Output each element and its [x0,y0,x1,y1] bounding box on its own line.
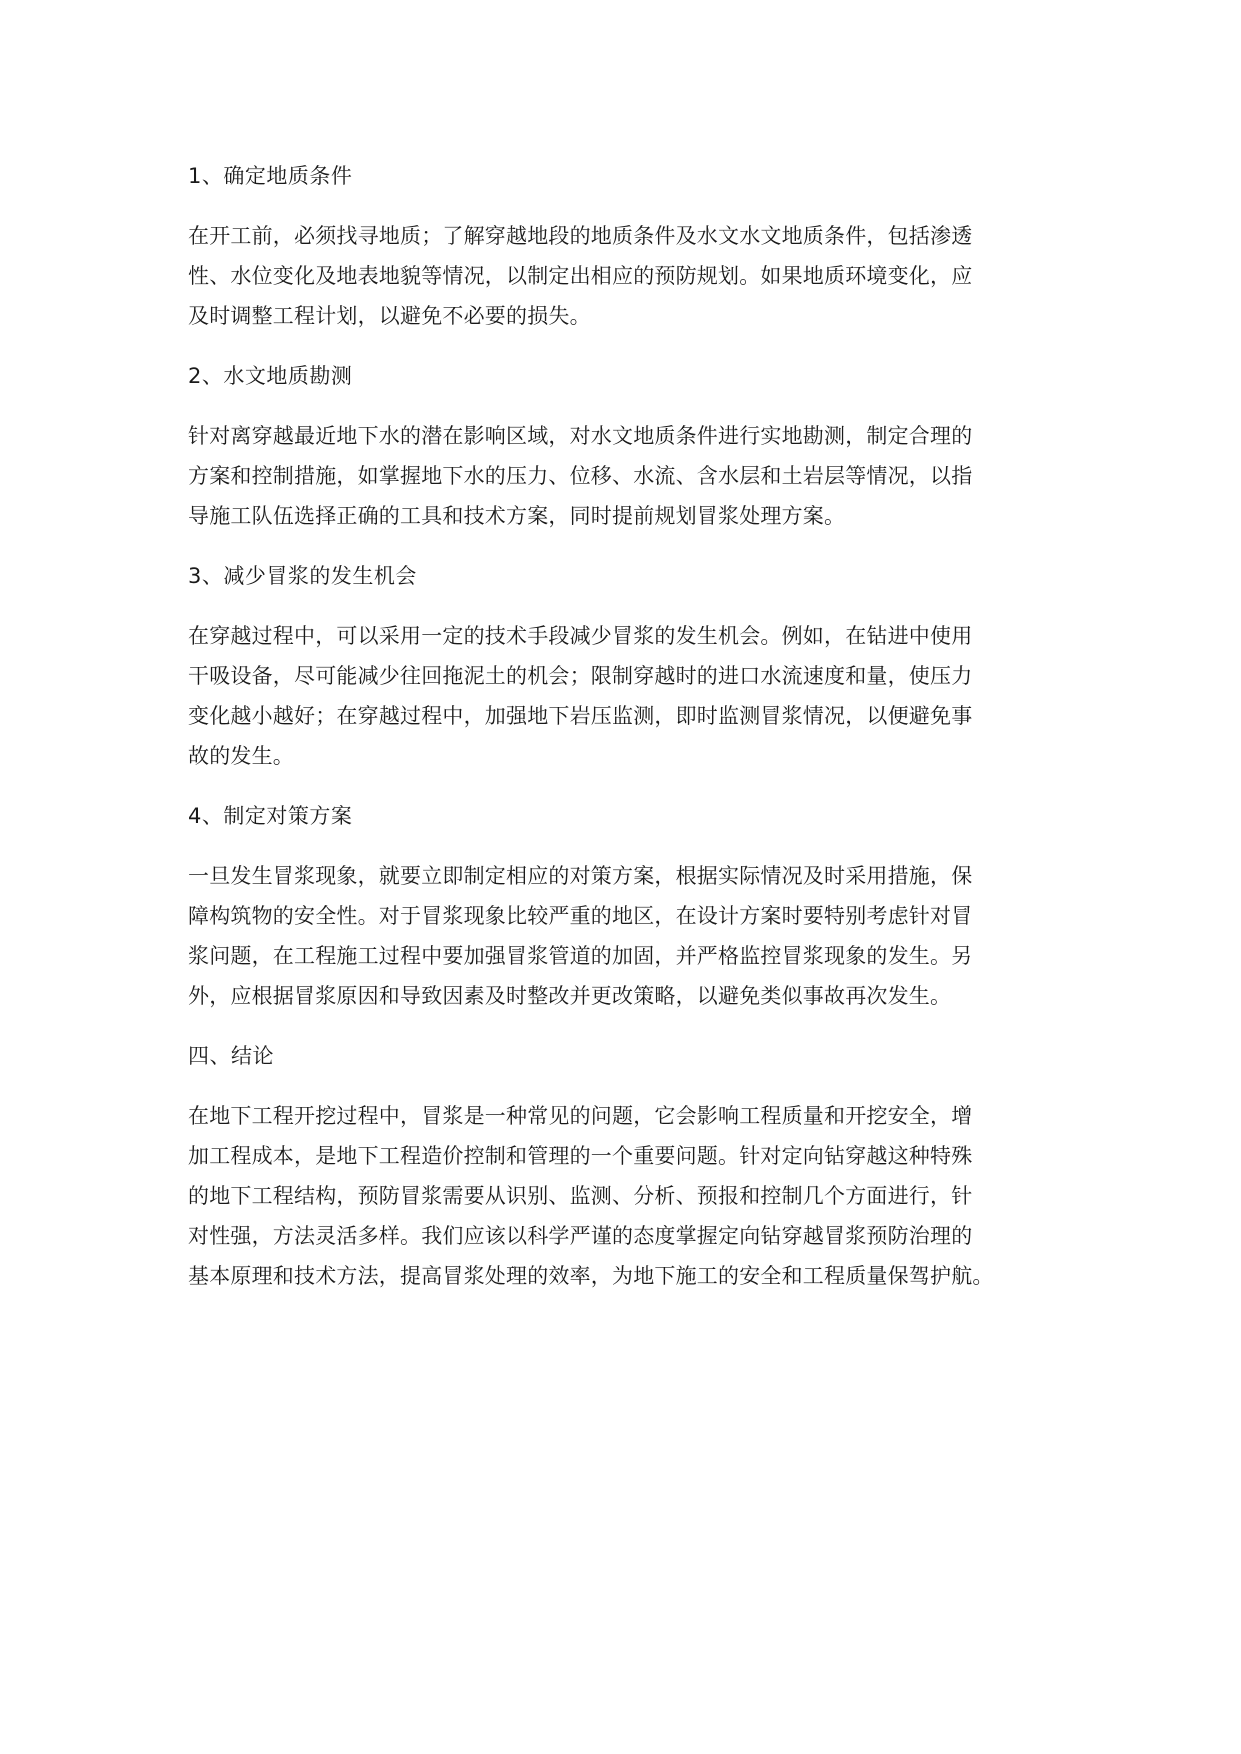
section-paragraph [188,216,1068,336]
section-paragraph [188,1096,1068,1296]
paragraph-line: 在开工前，必须找寻地质；了解穿越地段的地质条件及水文水文地质条件，包括渗透 [188,224,973,248]
paragraph-line: 在穿越过程中，可以采用一定的技术手段减少冒浆的发生机会。例如，在钻进中使用 [188,624,973,648]
paragraph-line: 浆问题，在工程施工过程中要加强冒浆管道的加固，并严格监控冒浆现象的发生。另 [188,944,973,968]
paragraph-line: 对性强，方法灵活多样。我们应该以科学严谨的态度掌握定向钻穿越冒浆预防治理的 [188,1224,973,1248]
paragraph-line: 干吸设备，尽可能减少往回拖泥土的机会；限制穿越时的进口水流速度和量，使压力 [188,664,973,688]
section-2 [188,356,1068,536]
paragraph-line: 基本原理和技术方法，提高冒浆处理的效率，为地下施工的安全和工程质量保驾护航。 [188,1264,994,1288]
paragraph-line: 性、水位变化及地表地貌等情况，以制定出相应的预防规划。如果地质环境变化，应 [188,264,973,288]
section-heading: 四、结论 [188,1044,274,1068]
section-paragraph [188,856,1068,1016]
paragraph-line: 故的发生。 [188,744,294,768]
section-heading: 4、制定对策方案 [188,804,353,828]
section-heading: 2、水文地质勘测 [188,364,353,388]
paragraph-line: 及时调整工程计划，以避免不必要的损失。 [188,304,591,328]
paragraph-line: 导施工队伍选择正确的工具和技术方案，同时提前规划冒浆处理方案。 [188,504,846,528]
paragraph-line: 针对离穿越最近地下水的潜在影响区域，对水文地质条件进行实地勘测，制定合理的 [188,424,973,448]
section-paragraph [188,616,1068,776]
paragraph-line: 的地下工程结构，预防冒浆需要从识别、监测、分析、预报和控制几个方面进行，针 [188,1184,973,1208]
document-body [188,156,1068,1316]
section-paragraph [188,416,1068,536]
section-3 [188,556,1068,776]
section-heading: 1、确定地质条件 [188,164,353,188]
paragraph-line: 一旦发生冒浆现象，就要立即制定相应的对策方案，根据实际情况及时采用措施，保 [188,864,973,888]
paragraph-line: 在地下工程开挖过程中，冒浆是一种常见的问题，它会影响工程质量和开挖安全，增 [188,1104,973,1128]
section-4 [188,796,1068,1016]
paragraph-line: 方案和控制措施，如掌握地下水的压力、位移、水流、含水层和土岩层等情况，以指 [188,464,973,488]
section-1 [188,156,1068,336]
paragraph-line: 障构筑物的安全性。对于冒浆现象比较严重的地区，在设计方案时要特别考虑针对冒 [188,904,973,928]
paragraph-line: 外，应根据冒浆原因和导致因素及时整改并更改策略，以避免类似事故再次发生。 [188,984,952,1008]
paragraph-line: 变化越小越好；在穿越过程中，加强地下岩压监测，即时监测冒浆情况，以便避免事 [188,704,973,728]
section-heading: 3、减少冒浆的发生机会 [188,564,417,588]
section-conclusion [188,1036,1068,1296]
paragraph-line: 加工程成本，是地下工程造价控制和管理的一个重要问题。针对定向钻穿越这种特殊 [188,1144,973,1168]
